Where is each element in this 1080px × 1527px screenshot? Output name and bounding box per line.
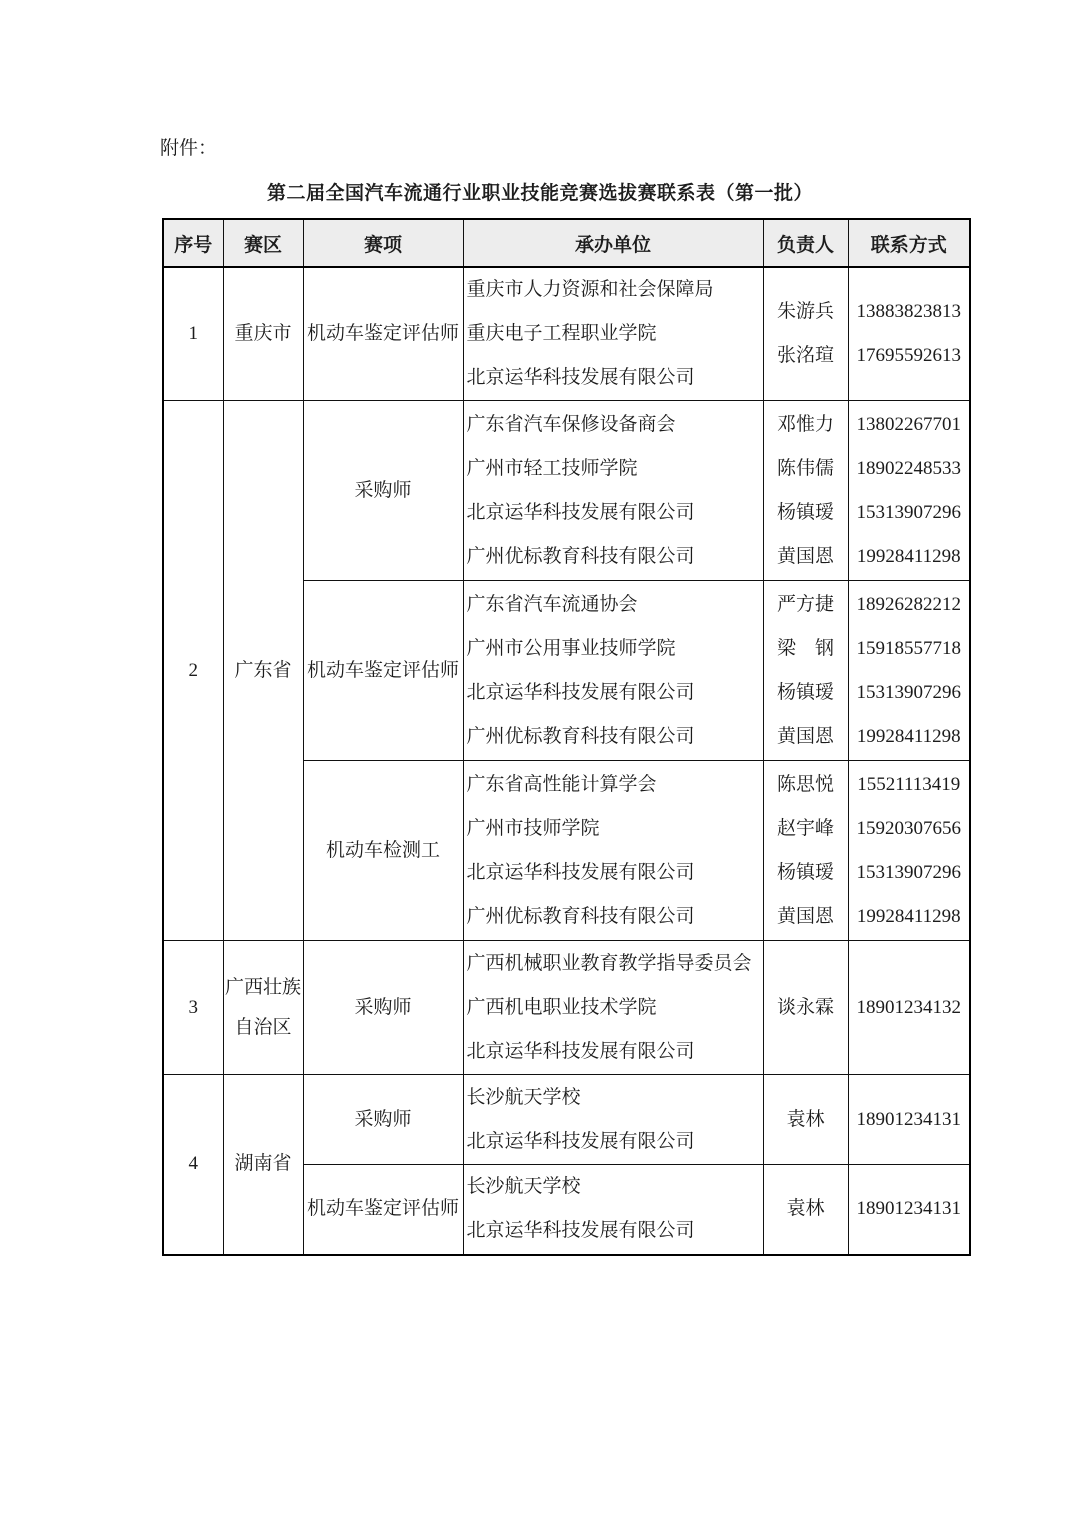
- phone-number: 15918557718: [856, 637, 961, 659]
- region-line: 广西壮族: [224, 976, 301, 998]
- organizer-line: 重庆市人力资源和社会保障局: [466, 279, 714, 300]
- seq-cell: [163, 941, 223, 1075]
- phones-cell: [848, 761, 970, 941]
- table-row: [163, 267, 970, 401]
- phones-cell: [848, 581, 970, 761]
- organizer-line: 长沙航天学校: [466, 1176, 581, 1198]
- event-cell: [303, 581, 463, 761]
- event-cell: [303, 1075, 463, 1165]
- page-title: 第二届全国汽车流通行业职业技能竞赛选拔赛联系表（第一批）: [266, 183, 813, 204]
- organizer-line: 北京运华科技发展有限公司: [466, 861, 695, 883]
- lead-name: 袁林: [786, 1108, 825, 1130]
- seq-cell: [163, 267, 223, 401]
- lead-name: 杨镇瑷: [776, 681, 834, 703]
- leads-cell: [763, 761, 848, 941]
- organizers-cell: [463, 1075, 763, 1165]
- event-cell: [303, 941, 463, 1075]
- event-cell: [303, 1165, 463, 1255]
- organizers-cell: [463, 761, 763, 941]
- organizer-line: 重庆电子工程职业学院: [466, 323, 657, 344]
- lead-name: 谈永霖: [776, 996, 834, 1018]
- leads-cell: [763, 401, 848, 581]
- organizer-line: 广州优标教育科技有限公司: [466, 725, 695, 747]
- lead-name: 杨镇瑷: [776, 861, 834, 883]
- leads-cell: [763, 581, 848, 761]
- lead-name: 梁 钢: [776, 637, 834, 659]
- organizer-line: 广州优标教育科技有限公司: [466, 545, 695, 567]
- region-line: 自治区: [234, 1016, 292, 1038]
- header-event: 赛项: [303, 219, 463, 267]
- organizer-line: 广西机械职业教育教学指导委员会: [466, 952, 752, 974]
- header-lead: 负责人: [763, 219, 848, 267]
- header-organizer: 承办单位: [463, 219, 763, 267]
- organizer-line: 北京运华科技发展有限公司: [466, 367, 695, 388]
- organizers-cell: [463, 401, 763, 581]
- phone-number: 18901234131: [856, 1198, 961, 1220]
- organizer-line: 长沙航天学校: [466, 1086, 581, 1108]
- lead-name: 朱游兵: [776, 301, 834, 322]
- organizers-cell: [463, 941, 763, 1075]
- attachment-label: 附件：: [160, 138, 218, 159]
- header-contact: 联系方式: [848, 219, 970, 267]
- seq-number: 4: [188, 1153, 198, 1175]
- organizers-cell: [463, 267, 763, 401]
- table-row: [163, 941, 970, 1075]
- header-row: [163, 219, 970, 267]
- header-region: 赛区: [223, 219, 303, 267]
- organizer-line: 北京运华科技发展有限公司: [466, 1040, 695, 1062]
- organizer-line: 北京运华科技发展有限公司: [466, 501, 695, 523]
- phone-number: 15521113419: [857, 773, 961, 795]
- seq-number: 2: [188, 659, 198, 681]
- table-row: [163, 401, 970, 581]
- phone-number: 13883823813: [856, 301, 961, 322]
- region-line: 重庆市: [234, 323, 292, 344]
- event-name: 机动车鉴定评估师: [306, 323, 459, 344]
- phone-number: 19928411298: [856, 905, 961, 927]
- seq-number: 3: [188, 996, 198, 1018]
- event-name: 采购师: [354, 996, 412, 1018]
- organizer-line: 北京运华科技发展有限公司: [466, 1220, 695, 1242]
- lead-name: 张洺瑄: [776, 345, 834, 366]
- lead-name: 陈思悦: [776, 773, 834, 795]
- event-name: 机动车鉴定评估师: [306, 1198, 459, 1220]
- lead-name: 赵宇峰: [776, 817, 834, 839]
- seq-cell: [163, 1075, 223, 1255]
- organizer-line: 北京运华科技发展有限公司: [466, 1130, 695, 1152]
- region-cell: [223, 267, 303, 401]
- phones-cell: [848, 941, 970, 1075]
- leads-cell: [763, 1075, 848, 1165]
- organizer-line: 广西机电职业技术学院: [466, 996, 657, 1018]
- organizer-line: 广东省高性能计算学会: [466, 773, 657, 795]
- event-name: 机动车检测工: [325, 839, 440, 861]
- phones-cell: [848, 267, 970, 401]
- organizers-cell: [463, 581, 763, 761]
- table-row: [163, 1075, 970, 1165]
- phone-number: 19928411298: [856, 725, 961, 747]
- phone-number: 18926282212: [856, 593, 961, 615]
- event-name: 采购师: [354, 1108, 412, 1130]
- organizer-line: 广州市轻工技师学院: [466, 457, 638, 479]
- phone-number: 15313907296: [856, 681, 961, 703]
- organizer-line: 广州市技师学院: [466, 817, 600, 839]
- phone-number: 13802267701: [856, 413, 961, 435]
- phone-number: 18901234131: [856, 1108, 961, 1130]
- phone-number: 18902248533: [856, 457, 961, 479]
- phones-cell: [848, 1075, 970, 1165]
- lead-name: 黄国恩: [776, 905, 834, 927]
- phone-number: 15920307656: [856, 817, 961, 839]
- leads-cell: [763, 1165, 848, 1255]
- organizer-line: 广州市公用事业技师学院: [466, 637, 676, 659]
- lead-name: 黄国恩: [776, 725, 834, 747]
- leads-cell: [763, 267, 848, 401]
- region-cell: [223, 941, 303, 1075]
- phone-number: 18901234132: [856, 996, 961, 1018]
- organizers-cell: [463, 1165, 763, 1255]
- lead-name: 杨镇瑷: [776, 501, 834, 523]
- lead-name: 黄国恩: [776, 545, 834, 567]
- contact-table: [162, 218, 971, 1256]
- region-cell: [223, 401, 303, 941]
- organizer-line: 北京运华科技发展有限公司: [466, 681, 695, 703]
- phone-number: 15313907296: [856, 501, 961, 523]
- lead-name: 袁林: [786, 1198, 825, 1220]
- event-cell: [303, 761, 463, 941]
- organizer-line: 广州优标教育科技有限公司: [466, 905, 695, 927]
- leads-cell: [763, 941, 848, 1075]
- phone-number: 15313907296: [856, 861, 961, 883]
- region-line: 湖南省: [234, 1153, 292, 1175]
- lead-name: 陈伟儒: [776, 457, 834, 479]
- event-cell: [303, 267, 463, 401]
- phones-cell: [848, 1165, 970, 1255]
- lead-name: 邓惟力: [776, 413, 834, 435]
- event-name: 采购师: [354, 479, 412, 501]
- phones-cell: [848, 401, 970, 581]
- organizer-line: 广东省汽车流通协会: [466, 593, 638, 615]
- event-name: 机动车鉴定评估师: [306, 659, 459, 681]
- seq-cell: [163, 401, 223, 941]
- lead-name: 严方捷: [776, 593, 834, 615]
- phone-number: 19928411298: [856, 545, 961, 567]
- region-line: 广东省: [234, 659, 292, 681]
- header-no: 序号: [163, 219, 223, 267]
- phone-number: 17695592613: [856, 345, 961, 366]
- event-cell: [303, 401, 463, 581]
- region-cell: [223, 1075, 303, 1255]
- seq-number: 1: [188, 323, 198, 344]
- organizer-line: 广东省汽车保修设备商会: [466, 413, 676, 435]
